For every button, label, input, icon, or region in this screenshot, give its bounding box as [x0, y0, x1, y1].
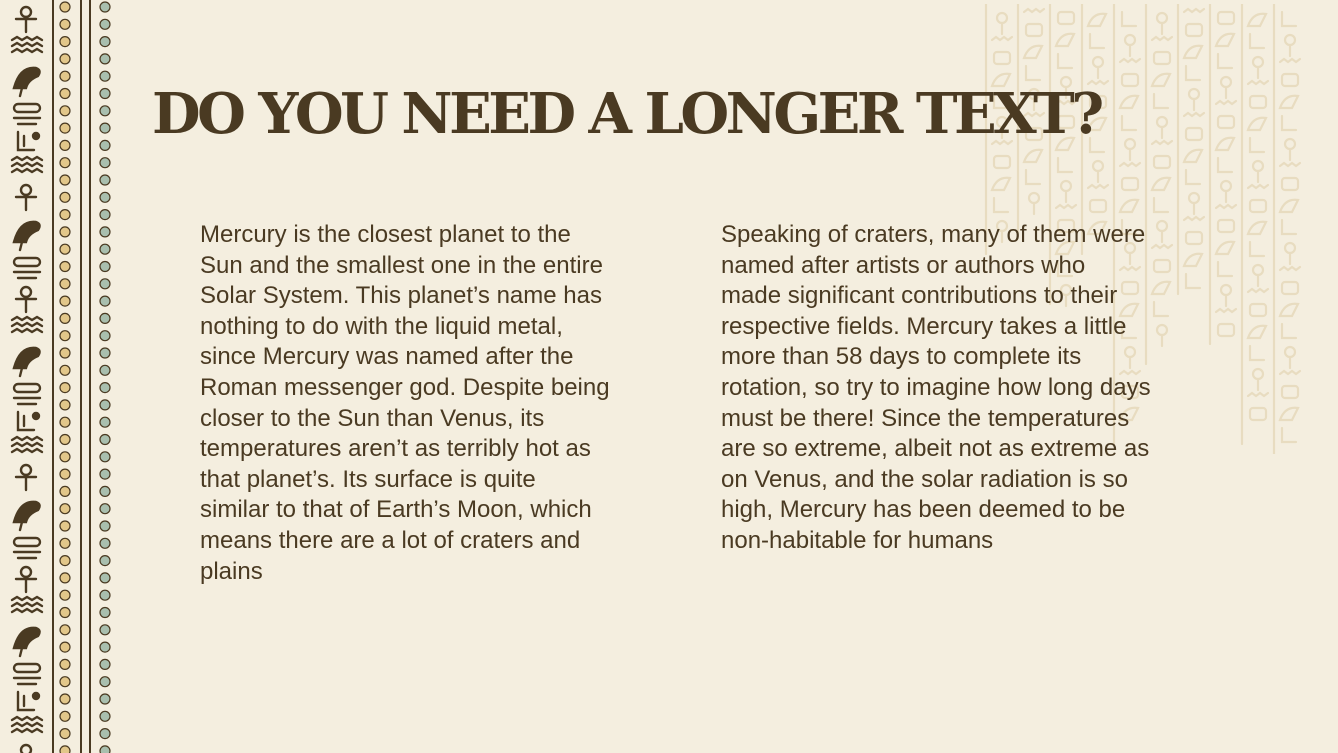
decorative-border: [0, 0, 118, 753]
border-line: [80, 0, 82, 753]
text-column-right: Speaking of craters, many of them were named after artists or authors who made significant contributions to their respective fields. Mercury takes a little more than 58 days to complete its rotation, so try to imagine how long days must be there! Since the temperatures are so extreme, albeit not as extreme as on Venus, and the solar radiation is so high, Mercury has been deemed to be non-habitable for humans: [721, 221, 1151, 554]
hieroglyph-border-icon: [4, 0, 50, 753]
slide-title: DO YOU NEED A LONGER TEXT?: [152, 81, 1101, 147]
green-dot-column: [98, 0, 112, 753]
gold-dot-column: [58, 0, 72, 753]
text-column-left: Mercury is the closest planet to the Sun and the smallest one in the entire Solar System. This planet’s name has nothing to do with the liquid metal, since Mercury was named after the Roman messenger god. Despite being closer to the Sun than Venus, its temperatures aren’t as terribly hot as that planet’s. Its surface is quite similar to that of Earth’s Moon, which means there are a lot of craters and plains: [200, 221, 610, 585]
border-line: [52, 0, 54, 753]
border-line: [89, 0, 91, 753]
